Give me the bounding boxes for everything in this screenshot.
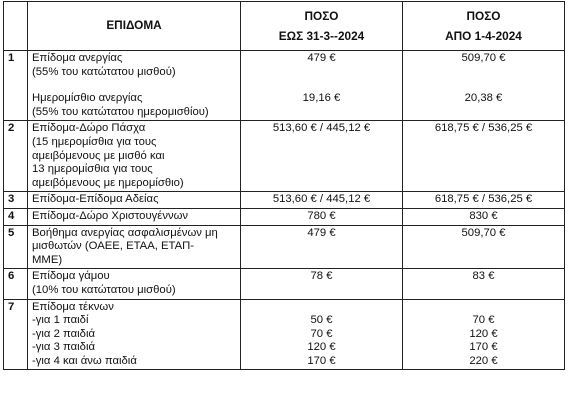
row-amount-after (403, 299, 565, 370)
header-amount-after (403, 2, 565, 51)
description-line: (55% του κατώτατου ημερομισθίου) (32, 105, 209, 118)
row-amount-before (241, 51, 403, 121)
amount-before-value: 513,60 € / 445,12 € (272, 122, 371, 135)
row-amount-after (403, 51, 565, 121)
spacer (407, 150, 560, 164)
amount-before-value: 513,60 € / 445,12 € (272, 193, 371, 206)
description-line: -για 1 παιδί (32, 314, 89, 327)
description-line: Επίδομα τέκνων (32, 300, 114, 313)
spacer (407, 136, 560, 150)
amount-after-value: 830 € (469, 209, 498, 222)
spacer (245, 254, 398, 268)
description-line: ΜΜΕ) (32, 253, 63, 266)
header-description-label: ΕΠΙΔΟΜΑ (106, 18, 162, 33)
row-number: 2 (4, 121, 28, 192)
description-line: -για 4 και άνω παιδιά (32, 354, 137, 367)
amount-before-value: 19,16 € (302, 92, 341, 105)
row-amount-before (241, 208, 403, 225)
table-header-row (4, 2, 565, 51)
spacer (407, 79, 560, 92)
amount-before-value: 479 € (307, 226, 336, 239)
row-number: 7 (4, 299, 28, 370)
description-line: Επίδομα-Δώρο Χριστουγέννων (32, 209, 189, 222)
amount-before-value: 70 € (310, 327, 333, 340)
amount-before-value: 170 € (307, 354, 336, 367)
amount-after-value: 220 € (469, 354, 498, 367)
row-description (28, 192, 241, 209)
amount-after-value: 170 € (469, 341, 498, 354)
table-row (4, 121, 565, 192)
amount-before-value (245, 301, 398, 315)
spacer (407, 240, 560, 254)
row-amount-before (241, 192, 403, 209)
description-line: αμειβόμενους με μισθό και (32, 149, 165, 162)
description-line: Επίδομα ανεργίας (32, 52, 123, 64)
row-description (28, 299, 241, 370)
row-amount-before (241, 225, 403, 269)
row-amount-before (241, 269, 403, 299)
description-line: -για 3 παιδιά (32, 341, 96, 354)
description-line: μισθωτών (ΟΑΕΕ, ΕΤΑΑ, ΕΤΑΠ- (32, 240, 195, 253)
amount-before-value: 780 € (307, 209, 336, 222)
row-number: 1 (4, 51, 28, 121)
row-number: 6 (4, 269, 28, 299)
row-amount-after (403, 225, 565, 269)
amount-after-value: 83 € (472, 270, 495, 283)
amount-after-value: 618,75 € / 536,25 € (434, 122, 533, 135)
description-line: αμειβόμενους με ημερομίσθιο) (32, 176, 184, 189)
row-description (28, 225, 241, 269)
spacer (245, 136, 398, 150)
row-description (28, 51, 241, 121)
amount-after-value: 120 € (469, 327, 498, 340)
spacer (245, 106, 398, 120)
row-description (28, 121, 241, 192)
header-number-cell (4, 2, 28, 51)
spacer (245, 79, 398, 92)
amount-after-value: 509,70 € (461, 226, 506, 239)
table-row (4, 192, 565, 209)
spacer (32, 79, 236, 92)
table-row (4, 225, 565, 269)
description-line: Ημερομίσθιο ανεργίας (32, 92, 143, 105)
amount-after-value: 618,75 € / 536,25 € (434, 193, 533, 206)
amount-before-value: 50 € (310, 314, 333, 327)
header-amount-before-line-1: ΠΟΣΟ (304, 9, 339, 23)
row-amount-before (241, 299, 403, 370)
spacer (245, 66, 398, 80)
spacer (245, 150, 398, 164)
spacer (407, 284, 560, 298)
row-number: 5 (4, 225, 28, 269)
benefits-table (3, 1, 565, 370)
description-line: (55% του κατώτατου μισθού) (32, 65, 176, 78)
row-amount-after (403, 121, 565, 192)
row-description (28, 269, 241, 299)
row-description (28, 208, 241, 225)
amount-after-value: 20,38 € (464, 92, 503, 105)
description-line: 13 ημερομίσθια για τους (32, 163, 153, 176)
row-number: 4 (4, 208, 28, 225)
description-line: Επίδομα-Επίδομα Αδείας (32, 193, 159, 206)
amount-after-value: 509,70 € (461, 52, 506, 64)
row-amount-before (241, 121, 403, 192)
header-amount-after-line-1: ΠΟΣΟ (466, 9, 501, 23)
header-amount-before-line-2: ΕΩΣ 31-3--2024 (278, 29, 365, 43)
spacer (407, 66, 560, 80)
spacer (407, 163, 560, 177)
table-body (4, 51, 565, 370)
row-amount-after (403, 269, 565, 299)
header-amount-after-line-2: ΑΠΟ 1-4-2024 (445, 29, 522, 43)
header-amount-before (241, 2, 403, 51)
row-number: 3 (4, 192, 28, 209)
table-row (4, 208, 565, 225)
spacer (245, 163, 398, 177)
description-line: -για 2 παιδιά (32, 327, 96, 340)
spacer (407, 177, 560, 191)
description-line: Βοήθημα ανεργίας ασφαλισμένων μη (32, 226, 218, 239)
description-line: Επίδομα-Δώρο Πάσχα (32, 122, 146, 135)
spacer (245, 177, 398, 191)
row-amount-after (403, 208, 565, 225)
amount-before-value: 479 € (307, 52, 336, 64)
table-row (4, 269, 565, 299)
row-amount-after (403, 192, 565, 209)
header-description (28, 2, 241, 51)
description-line: (10% του κατώτατου μισθού) (32, 283, 176, 296)
amount-after-value (407, 301, 560, 315)
spacer (245, 284, 398, 298)
table-row (4, 299, 565, 370)
spacer (245, 240, 398, 254)
description-line: Επίδομα γάμου (32, 270, 110, 283)
amount-after-value: 70 € (472, 314, 495, 327)
table-row (4, 51, 565, 121)
description-line: (15 ημερομίσθια για τους (32, 135, 157, 148)
amount-before-value: 120 € (307, 341, 336, 354)
amount-before-value: 78 € (310, 270, 333, 283)
spacer (407, 254, 560, 268)
spacer (407, 106, 560, 120)
benefits-table-container (3, 1, 564, 370)
